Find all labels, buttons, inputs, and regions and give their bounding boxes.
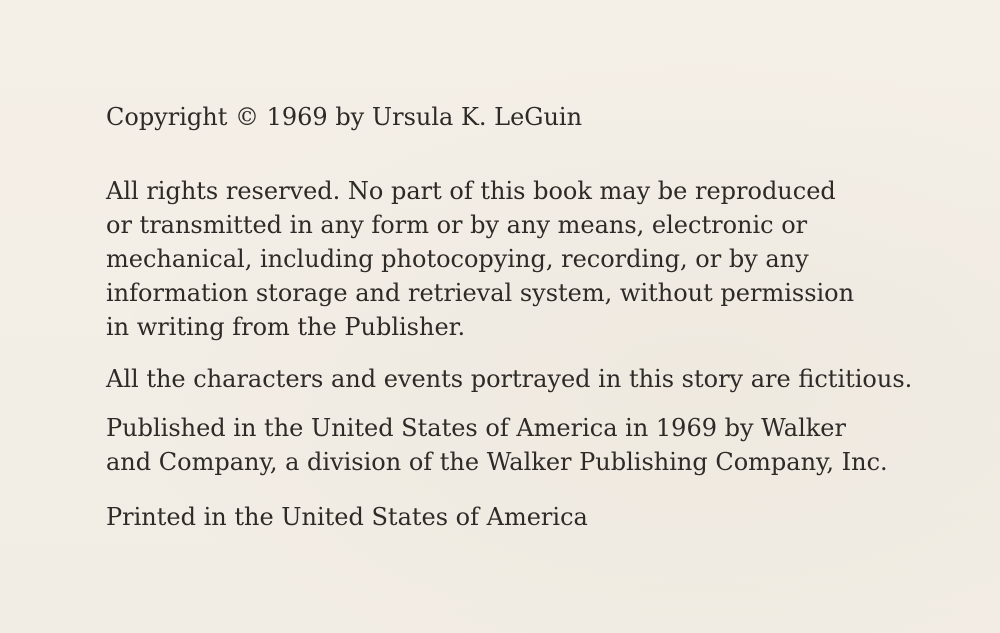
rights-line-1: All rights reserved. No part of this book may be reproduced — [106, 177, 836, 205]
rights-line-5: in writing from the Publisher. — [106, 313, 466, 341]
publication-paragraph — [106, 411, 888, 479]
rights-line-2: or transmitted in any form or by any means, electronic or — [106, 211, 808, 239]
rights-line-3: mechanical, including photocopying, recording, or by any — [106, 245, 809, 273]
published-line-2: and Company, a division of the Walker Publishing Company, Inc. — [106, 448, 888, 476]
published-line-1: Published in the United States of America in 1969 by Walker — [106, 414, 846, 442]
rights-line-4: information storage and retrieval system, without permission — [106, 279, 855, 307]
copyright-line: Copyright © 1969 by Ursula K. LeGuin — [106, 103, 583, 131]
printed-in-line: Printed in the United States of America — [106, 503, 588, 531]
rights-reserved-paragraph — [106, 174, 854, 344]
fiction-disclaimer: All the characters and events portrayed in this story are fictitious. — [106, 365, 913, 393]
